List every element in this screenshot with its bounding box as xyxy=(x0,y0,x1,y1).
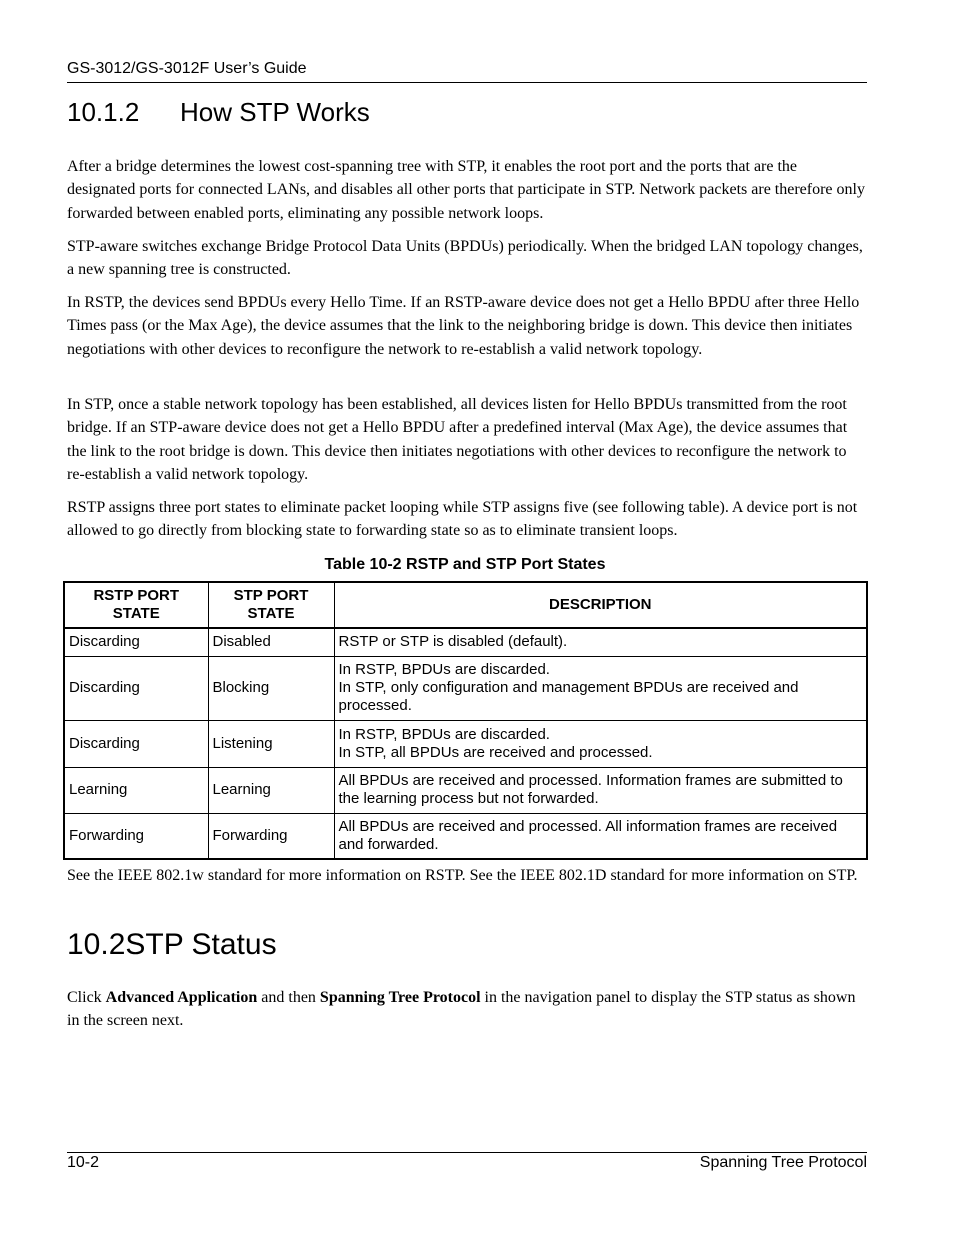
paragraph: See the IEEE 802.1w standard for more information on RSTP. See the IEEE 802.1D standard for more information on STP. xyxy=(67,867,858,884)
table-cell: RSTP or STP is disabled (default). xyxy=(334,628,867,656)
menu-reference: Spanning Tree Protocol xyxy=(319,989,481,1006)
table-cell: Forwarding xyxy=(208,813,334,859)
chapter-heading xyxy=(67,928,277,962)
page-number: 10-2 xyxy=(67,1154,100,1171)
column-header: DESCRIPTION xyxy=(334,582,867,628)
table-cell: Forwarding xyxy=(64,813,208,859)
paragraph: In STP, once a stable network topology has been established, all devices listen for Hello BPDUs transmitted from the root bridge. If an STP-aware device does not get a Hello BPDU after a predefined interval (Max Age), the device assumes that the link to the root bridge is down. This device then initiates negotiations with other devices to reconfigure the network to re-establish a valid network topology. xyxy=(67,396,848,483)
table-cell: All BPDUs are received and processed. All information frames are received and forwarded. xyxy=(334,813,867,859)
table-cell: All BPDUs are received and processed. Information frames are submitted to the learning process but not forwarded. xyxy=(334,767,867,813)
header-rule xyxy=(67,82,867,83)
paragraph xyxy=(67,986,867,1033)
table-cell: Disabled xyxy=(208,628,334,656)
section-number: 10.1.2 xyxy=(67,97,140,127)
table-cell: Discarding xyxy=(64,656,208,720)
table-cell: Discarding xyxy=(64,628,208,656)
text-run: and then xyxy=(257,989,320,1006)
table-cell: Discarding xyxy=(64,720,208,767)
running-header: GS-3012/GS-3012F User’s Guide xyxy=(67,60,307,77)
table-cell: Learning xyxy=(64,767,208,813)
table-row xyxy=(64,720,867,767)
section-title: How STP Works xyxy=(180,97,370,127)
chapter-name: Spanning Tree Protocol xyxy=(699,1154,867,1171)
chapter-title: STP Status xyxy=(125,928,277,961)
table-header-row xyxy=(64,582,867,628)
table-cell: Listening xyxy=(208,720,334,767)
text-run: in the navigation panel to display the STP status as shown in the screen next. xyxy=(67,989,856,1030)
paragraph: In RSTP, the devices send BPDUs every Hello Time. If an RSTP-aware device does not get a Hello BPDU after three Hello Times pass (or the Max Age), the device assumes that the link to the neighboring bridge is down. This device then initiates negotiations with other devices to reconfigure the network to re-establish a valid network topology. xyxy=(67,294,860,358)
chapter-number: 10.2 xyxy=(67,928,126,961)
table-caption: Table 10-2 RSTP and STP Port States xyxy=(324,556,606,573)
table-cell: Learning xyxy=(208,767,334,813)
table-cell: Blocking xyxy=(208,656,334,720)
menu-reference: Advanced Application xyxy=(105,989,258,1006)
column-header: STP PORT STATE xyxy=(208,582,334,628)
table-row xyxy=(64,656,867,720)
footer-rule xyxy=(67,1152,867,1153)
table-row xyxy=(64,813,867,859)
paragraph: After a bridge determines the lowest cost-spanning tree with STP, it enables the root port and the ports that are the designated ports for connected LANs, and disables all other ports that participate in STP. Network packets are therefore only forwarded between enabled ports, eliminating any possible network loops. xyxy=(67,158,865,222)
paragraph: STP-aware switches exchange Bridge Protocol Data Units (BPDUs) periodically. When the bridged LAN topology changes, a new spanning tree is constructed. xyxy=(67,238,863,279)
text-run: Click xyxy=(67,989,106,1006)
column-header: RSTP PORT STATE xyxy=(64,582,208,628)
port-states-table xyxy=(63,581,868,860)
table-cell: In RSTP, BPDUs are discarded. In STP, only configuration and management BPDUs are received and processed. xyxy=(334,656,867,720)
section-heading xyxy=(67,97,370,128)
table-row xyxy=(64,767,867,813)
table-row xyxy=(64,628,867,656)
table-cell: In RSTP, BPDUs are discarded. In STP, all BPDUs are received and processed. xyxy=(334,720,867,767)
paragraph: RSTP assigns three port states to eliminate packet looping while STP assigns five (see following table). A device port is not allowed to go directly from blocking state to forwarding state so as to eliminate transient loops. xyxy=(67,499,858,540)
